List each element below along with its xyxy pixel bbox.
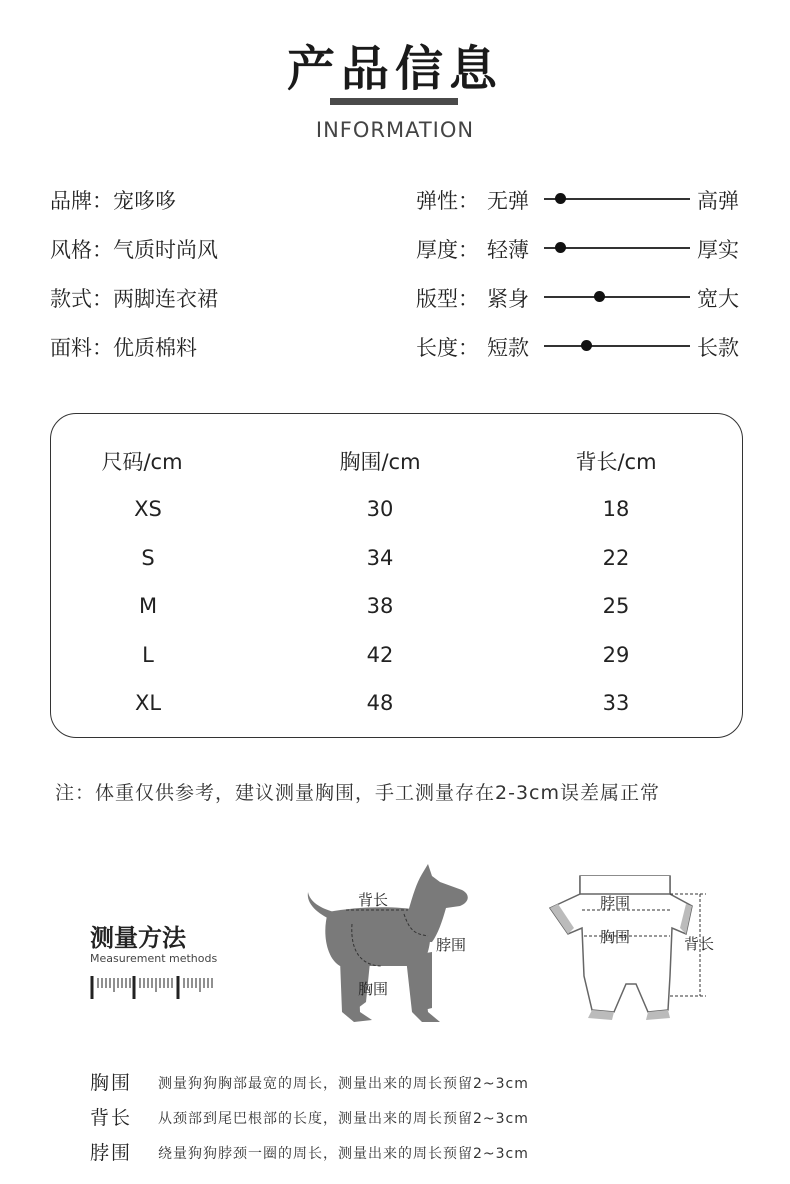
table-cell-chest: 48 bbox=[366, 691, 394, 715]
table-cell-chest: 38 bbox=[366, 594, 394, 618]
title-underline bbox=[330, 98, 458, 105]
garment-label-back: 背长 bbox=[684, 935, 715, 953]
scale-high: 厚实 bbox=[697, 238, 739, 262]
scale-label: 长度： bbox=[416, 336, 479, 360]
table-cell-chest: 42 bbox=[366, 642, 394, 667]
def-term-back: 背长 bbox=[90, 1107, 133, 1129]
page-title: 产品信息 bbox=[286, 41, 503, 97]
scale-high: 高弹 bbox=[697, 189, 739, 213]
table-cell-back: 29 bbox=[602, 642, 630, 667]
ruler-icon bbox=[90, 972, 220, 1002]
table-cell-chest: 30 bbox=[366, 497, 394, 521]
attr-brand: 品牌：宠哆哆 bbox=[50, 189, 176, 213]
garment-label-chest: 胸围 bbox=[600, 928, 631, 946]
scale-marker bbox=[594, 291, 605, 302]
attr-fabric: 面料：优质棉料 bbox=[50, 336, 197, 360]
scale-low: 无弹 bbox=[487, 189, 529, 213]
dog-label-back: 背长 bbox=[358, 891, 389, 909]
table-header-size: 尺码/cm bbox=[101, 450, 183, 474]
scale-marker bbox=[581, 340, 592, 351]
scale-low: 轻薄 bbox=[487, 238, 529, 262]
def-text-neck: 绕量狗狗脖颈一圈的周长，测量出来的周长预留2~3cm bbox=[158, 1146, 529, 1162]
scale-high: 宽大 bbox=[697, 287, 739, 311]
table-header-back: 背长/cm bbox=[575, 450, 657, 474]
table-cell-size: XS bbox=[134, 497, 162, 521]
def-text-chest: 测量狗狗胸部最宽的周长，测量出来的周长预留2~3cm bbox=[158, 1076, 529, 1092]
table-header-chest: 胸围/cm bbox=[339, 450, 421, 474]
garment-label-neck: 脖围 bbox=[600, 894, 631, 912]
measurement-note: 注：体重仅供参考，建议测量胸围，手工测量存在2-3cm误差属正常 bbox=[55, 782, 660, 804]
table-cell-back: 22 bbox=[602, 545, 630, 570]
scale-track bbox=[544, 345, 690, 347]
def-term-chest: 胸围 bbox=[90, 1072, 133, 1094]
scale-label: 厚度： bbox=[416, 238, 479, 262]
scale-low: 短款 bbox=[487, 336, 529, 360]
def-text-back: 从颈部到尾巴根部的长度，测量出来的周长预留2~3cm bbox=[158, 1111, 529, 1127]
table-cell-chest: 34 bbox=[366, 545, 394, 570]
attr-type: 款式：两脚连衣裙 bbox=[50, 287, 218, 311]
table-cell-size: XL bbox=[134, 691, 162, 715]
attr-style: 风格：气质时尚风 bbox=[50, 238, 218, 262]
scale-track bbox=[544, 247, 690, 249]
scale-low: 紧身 bbox=[487, 287, 529, 311]
table-cell-size: S bbox=[141, 545, 155, 570]
table-cell-back: 25 bbox=[602, 594, 630, 618]
table-cell-back: 33 bbox=[602, 691, 630, 715]
table-cell-size: L bbox=[142, 642, 154, 667]
method-subtitle: Measurement methods bbox=[90, 952, 218, 965]
scale-high: 长款 bbox=[697, 336, 739, 360]
table-cell-size: M bbox=[138, 594, 158, 618]
scale-track bbox=[544, 296, 690, 298]
scale-track bbox=[544, 198, 690, 200]
table-cell-back: 18 bbox=[602, 497, 630, 521]
dog-label-chest: 胸围 bbox=[358, 980, 389, 998]
dog-label-neck: 脖围 bbox=[436, 936, 467, 954]
scale-marker bbox=[555, 193, 566, 204]
method-title: 测量方法 bbox=[90, 924, 186, 952]
scale-label: 弹性： bbox=[416, 189, 479, 213]
def-term-neck: 脖围 bbox=[90, 1142, 133, 1164]
scale-marker bbox=[555, 242, 566, 253]
page-subtitle: INFORMATION bbox=[315, 118, 475, 142]
scale-label: 版型： bbox=[416, 287, 479, 311]
